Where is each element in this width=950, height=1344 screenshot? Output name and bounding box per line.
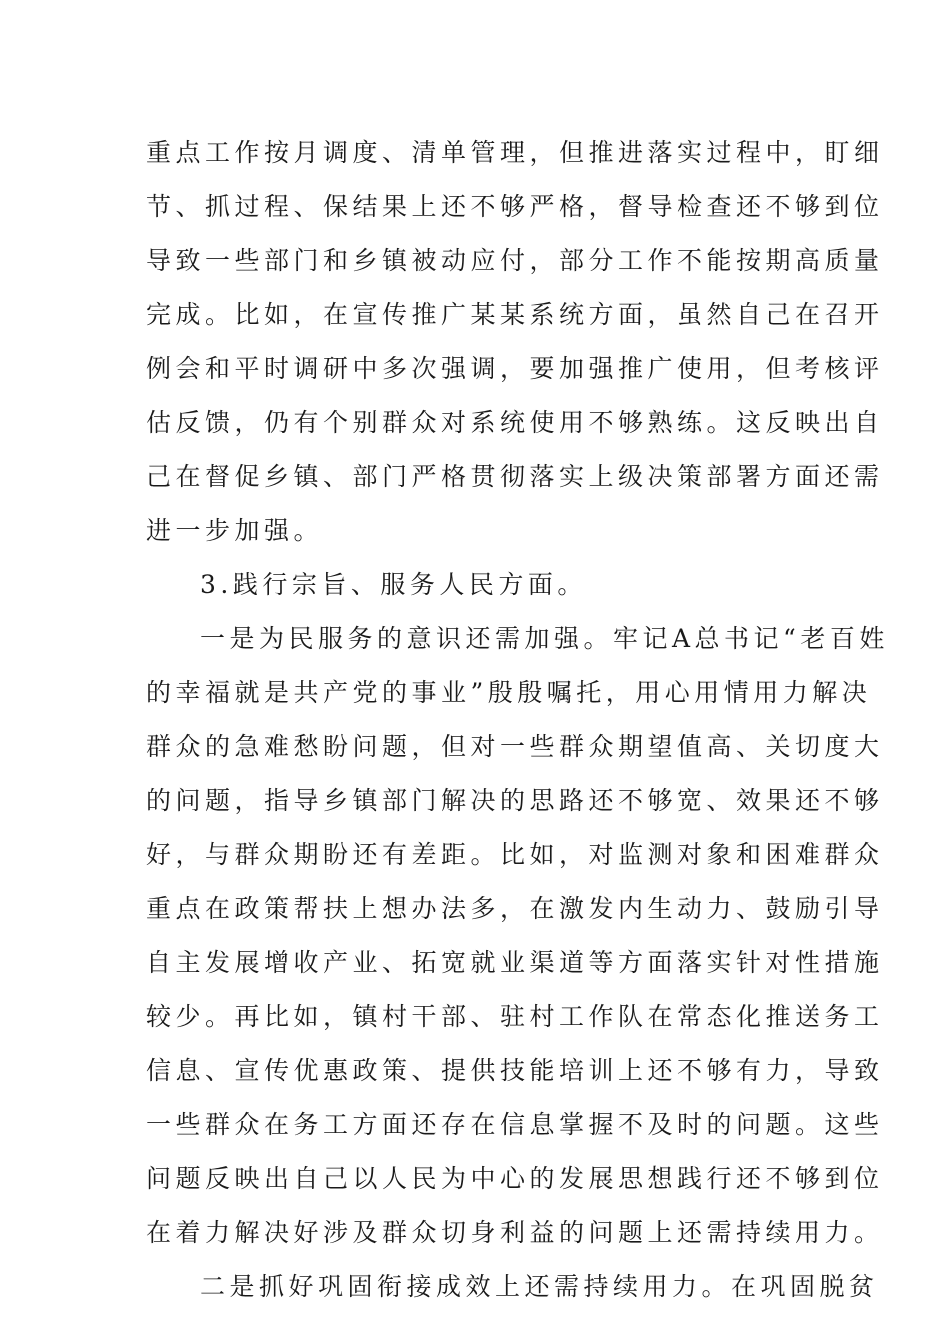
text-line: 己在督促乡镇、部门严格贯彻落实上级决策部署方面还需 xyxy=(146,462,884,491)
text-line: 的问题，指导乡镇部门解决的思路还不够宽、效果还不够 xyxy=(146,786,884,815)
text-line: 例会和平时调研中多次强调，要加强推广使用，但考核评 xyxy=(146,354,884,383)
text-line: 群众的急难愁盼问题，但对一些群众期望值高、关切度大 xyxy=(146,732,884,761)
body-text xyxy=(146,126,889,1314)
text-line: 一些群众在务工方面还存在信息掌握不及时的问题。这些 xyxy=(146,1110,884,1139)
text-line: 的幸福就是共产党的事业”殷殷嘱托，用心用情用力解决 xyxy=(146,678,872,707)
text-line: 估反馈，仍有个别群众对系统使用不够熟练。这反映出自 xyxy=(146,408,884,437)
text-line: 好，与群众期盼还有差距。比如，对监测对象和困难群众 xyxy=(146,840,884,869)
text-line: 较少。再比如，镇村干部、驻村工作队在常态化推送务工 xyxy=(146,1002,884,1031)
text-line: 自主发展增收产业、拓宽就业渠道等方面落实针对性措施 xyxy=(146,948,884,977)
text-line: 信息、宣传优惠政策、提供技能培训上还不够有力，导致 xyxy=(146,1056,884,1085)
paragraph-first-line: 一是为民服务的意识还需加强。牢记A总书记“老百姓 xyxy=(200,624,889,653)
text-line: 重点在政策帮扶上想办法多，在激发内生动力、鼓励引导 xyxy=(146,894,884,923)
text-line: 进一步加强。 xyxy=(146,516,324,545)
text-line: 在着力解决好涉及群众切身利益的问题上还需持续用力。 xyxy=(146,1218,884,1247)
text-line: 问题反映出自己以人民为中心的发展思想践行还不够到位 xyxy=(146,1164,884,1193)
text-line: 重点工作按月调度、清单管理，但推进落实过程中，盯细 xyxy=(146,138,884,167)
text-line: 完成。比如，在宣传推广某某系统方面，虽然自己在召开 xyxy=(146,300,884,329)
text-line: 导致一些部门和乡镇被动应付，部分工作不能按期高质量 xyxy=(146,246,884,275)
text-line: 节、抓过程、保结果上还不够严格，督导检查还不够到位 xyxy=(146,192,884,221)
section-heading: 3.践行宗旨、服务人民方面。 xyxy=(200,570,587,599)
paragraph-first-line: 二是抓好巩固衔接成效上还需持续用力。在巩固脱贫 xyxy=(200,1272,879,1301)
